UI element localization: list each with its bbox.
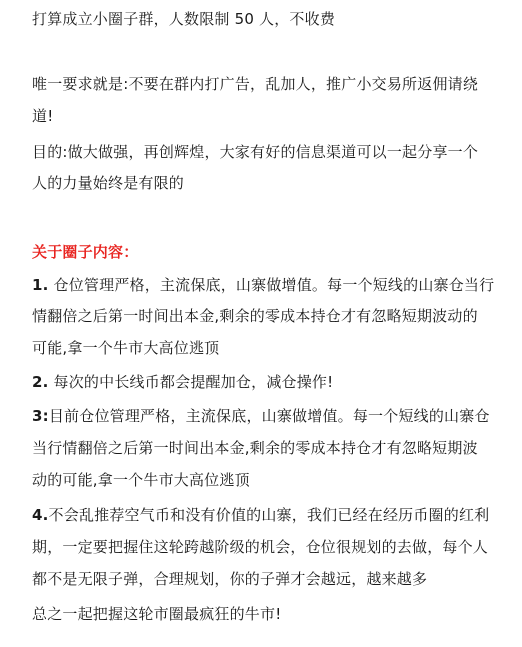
intro-text: 打算成立小圈子群，人数限制 50 人，不收费	[32, 10, 336, 28]
rules-line-1	[32, 74, 478, 94]
list-item-1-line-1	[32, 275, 494, 295]
list-item-1-line-3	[32, 338, 219, 358]
list-item-text: 动的可能,拿一个牛市大高位逃顶	[32, 471, 250, 489]
purpose-text-2: 人的力量始终是有限的	[32, 174, 185, 192]
rules-line-2	[32, 106, 53, 126]
list-item-number: 1.	[32, 276, 49, 294]
list-item-number: 2.	[32, 373, 49, 391]
list-item-text: 不会乱推荐空气币和没有价值的山寨，我们已经在经历币圈的红利	[48, 506, 490, 524]
purpose-line-2	[32, 173, 184, 193]
list-item-4-line-1	[32, 505, 489, 525]
list-item-text: 仓位管理严格，主流保底，山寨做增值。每一个短线的山寨仓当行	[48, 276, 495, 294]
rules-text-1: 唯一要求就是:不要在群内打广告，乱加人，推广小交易所返佣请绕	[32, 75, 479, 93]
list-item-text: 当行情翻倍之后第一时间出本金,剩余的零成本持仓才有忽略短期波	[32, 439, 478, 457]
list-item-3-line-2	[32, 438, 478, 458]
list-item-number: 3:	[32, 407, 49, 425]
list-item-1-line-2	[32, 306, 478, 326]
intro-line	[32, 9, 335, 29]
list-item-4-line-3	[32, 569, 427, 589]
closing-line	[32, 604, 281, 624]
purpose-text-1: 目的:做大做强，再创辉煌，大家有好的信息渠道可以一起分享一个	[32, 143, 479, 161]
section-heading-text: 关于圈子内容：	[32, 243, 139, 261]
closing-text: 总之一起把握这轮市圈最疯狂的牛市!	[32, 605, 282, 623]
list-item-4-line-2	[32, 537, 488, 557]
rules-text-2: 道!	[32, 107, 54, 125]
list-item-text: 都不是无限子弹，合理规划，你的子弹才会越远，越来越多	[32, 570, 428, 588]
list-item-3-line-3	[32, 470, 250, 490]
list-item-text: 可能,拿一个牛市大高位逃顶	[32, 339, 220, 357]
list-item-text: 目前仓位管理严格，主流保底，山寨做增值。每一个短线的山寨仓	[48, 407, 490, 425]
list-item-text: 期，一定要把握住这轮跨越阶级的机会，仓位很规划的去做，每个人	[32, 538, 489, 556]
list-item-2-line-1	[32, 372, 333, 392]
list-item-text: 情翻倍之后第一时间出本金,剩余的零成本持仓才有忽略短期波动的	[32, 307, 478, 325]
list-item-3-line-1	[32, 406, 490, 426]
section-heading	[32, 242, 138, 262]
purpose-line-1	[32, 142, 478, 162]
list-item-number: 4.	[32, 506, 49, 524]
list-item-text: 每次的中长线币都会提醒加仓，减仓操作!	[48, 373, 334, 391]
